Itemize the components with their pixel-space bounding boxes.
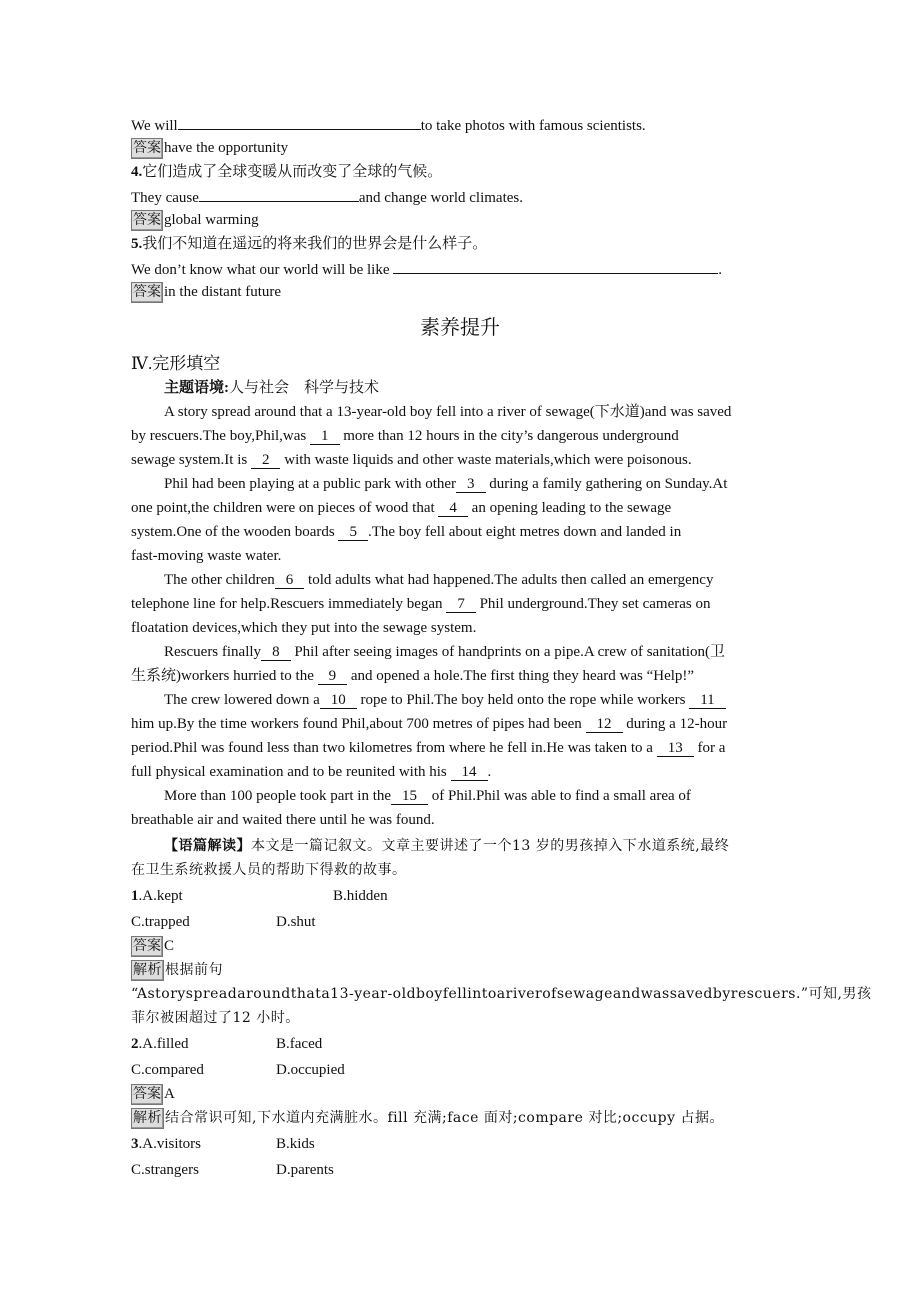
text-run: in the distant future: [164, 284, 282, 300]
text-line: [131, 160, 791, 184]
text-run: .: [487, 764, 492, 780]
text-line: [131, 688, 791, 712]
option-b-d: D.occupied: [276, 1062, 345, 1078]
option-row: [131, 1132, 791, 1156]
text-run: full physical examination and to be reunited with his: [131, 764, 451, 780]
cloze-blank-10: 10: [320, 692, 357, 709]
cloze-blank-2: 2: [251, 452, 281, 469]
text-run: A: [164, 1086, 175, 1102]
text-line: [131, 400, 791, 424]
option-row: [131, 910, 791, 934]
text-run: 素养提升: [420, 317, 500, 339]
text-line: [131, 592, 791, 616]
cloze-blank-7: 7: [446, 596, 476, 613]
text-line: [131, 736, 791, 760]
cloze-blank-1: 1: [310, 428, 340, 445]
text-run: .A.kept: [138, 888, 183, 904]
text-run: breathable air and waited there until he was found.: [131, 812, 435, 828]
fill-in-blank: [199, 184, 359, 202]
text-run: 生系统)workers hurried to the: [131, 668, 318, 684]
text-run: have the opportunity: [164, 140, 289, 156]
text-run: Rescuers finally: [164, 644, 262, 660]
text-run: The crew lowered down a: [164, 692, 320, 708]
bold-label: 5.: [131, 236, 143, 252]
bold-label: 4.: [131, 164, 143, 180]
text-run: with waste liquids and other waste materials,which were poisonous.: [280, 452, 692, 468]
text-line: [131, 760, 791, 784]
option-b-d: B.hidden: [333, 888, 388, 904]
text-line: [131, 184, 791, 208]
text-line: [131, 112, 791, 136]
cloze-blank-8: 8: [261, 644, 291, 661]
text-run: during a family gathering on Sunday.At: [485, 476, 728, 492]
text-run: Ⅳ.完形填空: [131, 354, 221, 373]
section-title: [131, 352, 791, 376]
text-run: global warming: [164, 212, 259, 228]
option-b-d: B.faced: [276, 1036, 323, 1052]
text-run: 人与社会 科学与技术: [229, 380, 380, 396]
text-run: They cause: [131, 190, 199, 206]
option-a-c: [131, 1158, 276, 1182]
cloze-blank-12: 12: [586, 716, 623, 733]
analysis-tag: 解析: [131, 960, 164, 981]
text-line: [131, 256, 791, 280]
bold-label: 主题语境:: [164, 380, 229, 396]
text-run: system.One of the wooden boards: [131, 524, 339, 540]
text-line: [131, 1006, 791, 1030]
text-line: [131, 520, 791, 544]
text-line: [131, 424, 791, 448]
option-b-d: B.kids: [276, 1136, 315, 1152]
text-run: period.Phil was found less than two kilometres from where he fell in.He was taken to a: [131, 740, 657, 756]
option-row: [131, 1058, 791, 1082]
text-run: Phil had been playing at a public park with other: [164, 476, 457, 492]
text-run: Phil after seeing images of handprints on a pipe.A crew of sanitation(卫: [290, 644, 726, 660]
answer-line: [131, 934, 791, 958]
text-line: [131, 982, 872, 1006]
text-run: him up.By the time workers found Phil,about 700 metres of pipes had been: [131, 716, 586, 732]
text-line: [131, 448, 791, 472]
bold-label: 【语篇解读】: [164, 838, 251, 854]
fill-in-blank: [178, 112, 421, 130]
option-a-c: [131, 1132, 276, 1156]
text-run: floatation devices,which they put into the sewage system.: [131, 620, 477, 636]
text-line: [131, 664, 791, 688]
option-b-d: D.shut: [276, 914, 316, 930]
text-run: of Phil.Phil was able to find a small area of: [428, 788, 691, 804]
text-run: sewage system.It is: [131, 452, 251, 468]
text-run: C: [164, 938, 175, 954]
document-page: [131, 112, 872, 1182]
text-run: We don’t know what our world will be like: [131, 262, 394, 278]
text-run: A story spread around that a 13-year-old boy fell into a river of sewage(下水道)and was saved: [164, 404, 732, 420]
answer-tag: 答案: [131, 210, 163, 231]
text-run: an opening leading to the sewage: [467, 500, 672, 516]
text-run: .: [718, 262, 722, 278]
text-run: by rescuers.The boy,Phil,was: [131, 428, 310, 444]
text-run: C.compared: [131, 1062, 204, 1078]
text-run: for a: [693, 740, 726, 756]
analysis-line: [131, 1106, 791, 1130]
text-run: 在卫生系统救援人员的帮助下得救的故事。: [131, 862, 407, 878]
text-line: [131, 784, 791, 808]
text-run: .The boy fell about eight metres down and landed in: [367, 524, 682, 540]
text-run: 根据前句: [165, 962, 223, 978]
text-run: fast-moving waste water.: [131, 548, 282, 564]
answer-line: [131, 136, 791, 160]
option-a-c: [131, 910, 276, 934]
text-run: and change world climates.: [358, 190, 523, 206]
analysis-line: [131, 958, 791, 982]
text-line: [131, 472, 791, 496]
text-line: [131, 496, 791, 520]
text-run: More than 100 people took part in the: [164, 788, 392, 804]
text-run: telephone line for help.Rescuers immediately began: [131, 596, 447, 612]
text-run: one point,the children were on pieces of wood that: [131, 500, 439, 516]
option-a-c: [131, 1058, 276, 1082]
answer-tag: 答案: [131, 282, 163, 303]
bold-label: 3: [131, 1136, 139, 1152]
text-run: 结合常识可知,下水道内充满脏水。fill 充满;face 面对;compare 对比;occupy 占据。: [165, 1110, 724, 1126]
section-heading: [131, 316, 789, 340]
text-run: Phil underground.They set cameras on: [475, 596, 711, 612]
cloze-blank-13: 13: [657, 740, 694, 757]
answer-tag: 答案: [131, 936, 163, 957]
cloze-blank-11: 11: [689, 692, 725, 709]
fill-in-blank: [393, 256, 718, 274]
cloze-blank-6: 6: [275, 572, 305, 589]
cloze-blank-4: 4: [438, 500, 468, 517]
option-a-c: [131, 884, 333, 908]
text-run: and opened a hole.The first thing they heard was “Help!”: [347, 668, 695, 684]
answer-line: [131, 280, 791, 304]
answer-line: [131, 1082, 791, 1106]
text-run: to take photos with famous scientists.: [420, 118, 646, 134]
passage-interpretation: [131, 834, 791, 858]
cloze-blank-15: 15: [391, 788, 428, 805]
text-line: [131, 808, 791, 832]
text-run: We will: [131, 118, 178, 134]
cloze-blank-14: 14: [451, 764, 488, 781]
text-run: 它们造成了全球变暖从而改变了全球的气候。: [142, 164, 443, 180]
answer-tag: 答案: [131, 138, 163, 159]
answer-line: [131, 208, 791, 232]
text-line: [131, 568, 791, 592]
text-line: [131, 712, 791, 736]
text-run: .A.visitors: [138, 1136, 202, 1152]
text-run: C.strangers: [131, 1162, 199, 1178]
bold-label: 2: [131, 1036, 139, 1052]
cloze-blank-5: 5: [338, 524, 368, 541]
option-b-d: D.parents: [276, 1162, 334, 1178]
option-row: [131, 884, 791, 908]
text-run: rope to Phil.The boy held onto the rope while workers: [356, 692, 690, 708]
text-line: [131, 858, 791, 882]
bold-label: 1: [131, 888, 139, 904]
text-line: [131, 376, 791, 400]
option-row: [131, 1158, 791, 1182]
text-run: .A.filled: [138, 1036, 189, 1052]
text-run: more than 12 hours in the city’s dangerous underground: [339, 428, 679, 444]
text-line: [131, 544, 791, 568]
text-run: The other children: [164, 572, 275, 588]
cloze-blank-3: 3: [456, 476, 486, 493]
text-run: “Astoryspreadaroundthata13-year-oldboyfellintoariverofsewageandwassavedbyrescuers.”可知,男孩: [131, 986, 872, 1002]
text-line: [131, 232, 791, 256]
text-run: C.trapped: [131, 914, 190, 930]
text-line: [131, 616, 791, 640]
option-a-c: [131, 1032, 276, 1056]
text-run: 本文是一篇记叙文。文章主要讲述了一个13 岁的男孩掉入下水道系统,最终: [251, 838, 730, 854]
analysis-tag: 解析: [131, 1108, 164, 1129]
text-run: 我们不知道在遥远的将来我们的世界会是什么样子。: [142, 236, 488, 252]
cloze-blank-9: 9: [318, 668, 348, 685]
option-row: [131, 1032, 791, 1056]
text-run: 菲尔被困超过了12 小时。: [131, 1010, 300, 1026]
answer-tag: 答案: [131, 1084, 163, 1105]
text-run: during a 12-hour: [622, 716, 728, 732]
text-line: [131, 640, 791, 664]
text-run: told adults what had happened.The adults then called an emergency: [304, 572, 714, 588]
